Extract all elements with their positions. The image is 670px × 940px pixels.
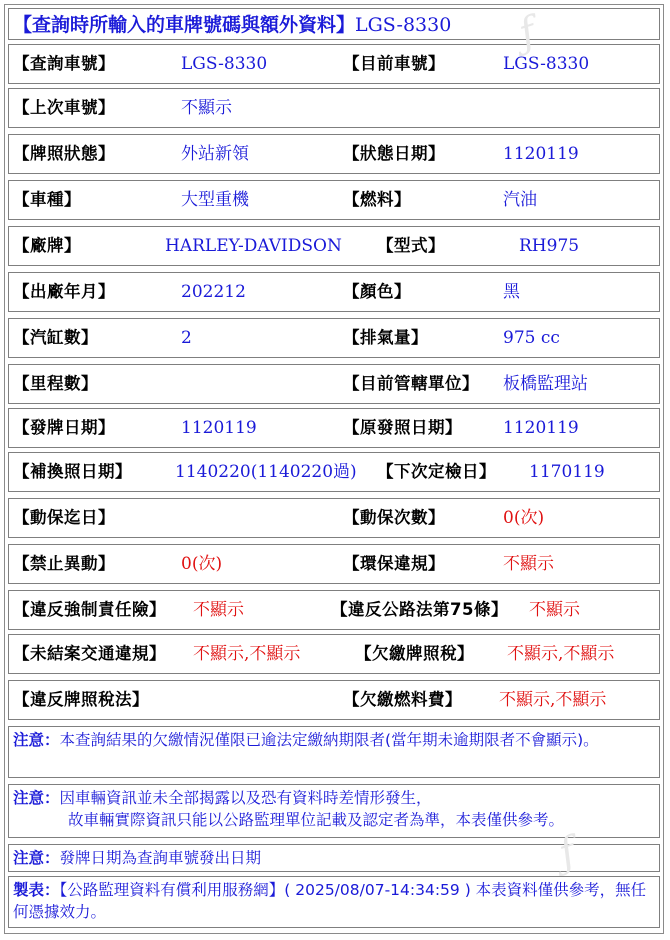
info-row bbox=[8, 590, 660, 630]
info-row bbox=[8, 44, 660, 84]
field-label: 【發牌日期】 bbox=[13, 418, 115, 437]
field-label: 【違反公路法第75條】 bbox=[331, 600, 508, 619]
field-label: 【欠繳牌照稅】 bbox=[355, 644, 474, 663]
field-label: 【牌照狀態】 bbox=[13, 144, 115, 163]
note-text: 本查詢結果的欠繳情況僅限已逾法定繳納期限者(當年期未逾期限者不會顯示)。 bbox=[59, 731, 599, 749]
field-label: 【燃料】 bbox=[343, 190, 411, 209]
field-label: 【未結案交通違規】 bbox=[13, 644, 166, 663]
field-label: 【里程數】 bbox=[13, 374, 98, 393]
field-value: 975 cc bbox=[503, 328, 560, 348]
field-label: 【車種】 bbox=[13, 190, 81, 209]
field-value: 0(次) bbox=[181, 554, 223, 574]
field-label: 【查詢車號】 bbox=[13, 54, 115, 73]
field-label: 【顏色】 bbox=[343, 282, 411, 301]
field-value: 0(次) bbox=[503, 508, 545, 528]
field-value: 不顯示 bbox=[503, 554, 554, 574]
field-label: 【環保違規】 bbox=[343, 554, 445, 573]
footer-text: 【公路監理資料有償利用服務網】( 2025/08/07-14:34:59 ) 本表資料僅供參考，無任何憑據效力。 bbox=[13, 881, 647, 921]
field-label: 【目前管轄單位】 bbox=[343, 374, 479, 393]
footer-heading: 製表： bbox=[13, 881, 60, 899]
field-label: 【目前車號】 bbox=[343, 54, 445, 73]
info-row bbox=[8, 318, 660, 358]
field-label: 【違反牌照稅法】 bbox=[13, 690, 149, 709]
info-row bbox=[8, 680, 660, 720]
field-label: 【動保迄日】 bbox=[13, 508, 115, 527]
field-label: 【原發照日期】 bbox=[343, 418, 462, 437]
field-value: 1120119 bbox=[181, 418, 257, 438]
field-value: 不顯示,不顯示 bbox=[193, 644, 301, 664]
field-value: 不顯示,不顯示 bbox=[499, 690, 607, 710]
field-value: 不顯示,不顯示 bbox=[507, 644, 615, 664]
field-value: 不顯示 bbox=[181, 98, 232, 118]
field-label: 【出廠年月】 bbox=[13, 282, 115, 301]
field-label: 【欠繳燃料費】 bbox=[343, 690, 462, 709]
info-row bbox=[8, 180, 660, 220]
report-title bbox=[8, 8, 660, 40]
field-label: 【上次車號】 bbox=[13, 98, 115, 117]
field-label: 【下次定檢日】 bbox=[377, 462, 496, 481]
info-row bbox=[8, 364, 660, 404]
note-heading: 注意： bbox=[13, 731, 60, 749]
field-value: HARLEY-DAVIDSON bbox=[165, 236, 342, 256]
field-value: 外站新領 bbox=[181, 144, 249, 164]
info-row bbox=[8, 408, 660, 448]
field-label: 【型式】 bbox=[377, 236, 445, 255]
note-text: 發牌日期為查詢車號發出日期 bbox=[59, 849, 262, 867]
field-label: 【動保次數】 bbox=[343, 508, 445, 527]
field-value: 1120119 bbox=[503, 418, 579, 438]
field-value: RH975 bbox=[519, 236, 580, 256]
note-heading: 注意： bbox=[13, 849, 60, 867]
field-value: 1120119 bbox=[503, 144, 579, 164]
note-text: 因車輛資訊並未全部揭露以及恐有資料時差情形發生， bbox=[59, 789, 432, 807]
note-text-continued: 故車輛實際資訊只能以公路監理單位記載及認定者為準，本表僅供參考。 bbox=[68, 811, 565, 829]
field-value: LGS-8330 bbox=[181, 54, 268, 74]
watermark: ƒ bbox=[553, 828, 582, 878]
info-row bbox=[8, 88, 660, 128]
note-overdue bbox=[8, 726, 660, 778]
note-disclosure bbox=[8, 784, 660, 838]
field-label: 【禁止異動】 bbox=[13, 554, 115, 573]
field-label: 【排氣量】 bbox=[343, 328, 428, 347]
report-title-prefix: 【查詢時所輸入的車牌號碼與額外資料】 bbox=[13, 14, 356, 36]
info-row bbox=[8, 498, 660, 538]
field-label: 【狀態日期】 bbox=[343, 144, 445, 163]
report-title-plate: LGS-8330 bbox=[355, 14, 452, 36]
field-value: 202212 bbox=[181, 282, 246, 302]
field-label: 【補換照日期】 bbox=[13, 462, 132, 481]
field-value: 板橋監理站 bbox=[503, 374, 588, 394]
field-label: 【汽缸數】 bbox=[13, 328, 98, 347]
field-value: 不顯示 bbox=[193, 600, 244, 620]
field-value: 1140220(1140220過) bbox=[175, 462, 357, 482]
note-plate-date bbox=[8, 844, 660, 872]
field-value: 不顯示 bbox=[529, 600, 580, 620]
report-footer bbox=[8, 876, 660, 928]
info-row bbox=[8, 544, 660, 584]
field-value: 2 bbox=[181, 328, 192, 348]
field-value: 大型重機 bbox=[181, 190, 249, 210]
field-value: 1170119 bbox=[529, 462, 605, 482]
field-value: 黑 bbox=[503, 282, 520, 302]
field-label: 【廠牌】 bbox=[13, 236, 81, 255]
note-heading: 注意： bbox=[13, 789, 60, 807]
info-row bbox=[8, 226, 660, 266]
field-value: 汽油 bbox=[503, 190, 537, 210]
info-row bbox=[8, 134, 660, 174]
info-row bbox=[8, 452, 660, 492]
watermark: ƒ bbox=[513, 8, 542, 58]
info-row bbox=[8, 272, 660, 312]
field-value: LGS-8330 bbox=[503, 54, 590, 74]
field-label: 【違反強制責任險】 bbox=[13, 600, 166, 619]
info-row bbox=[8, 634, 660, 674]
